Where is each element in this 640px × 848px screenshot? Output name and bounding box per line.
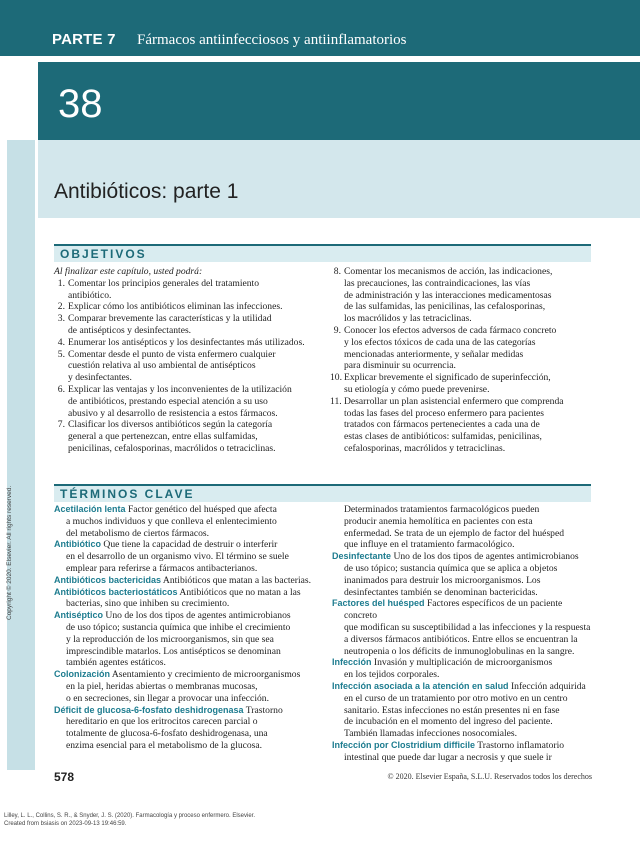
objective-item [54,384,324,419]
objective-item [54,337,324,349]
key-term-definition-line: del metabolismo de ciertos fármacos. [66,527,210,539]
key-term-definition-line: imprescindible matarlos. Los antisépticos se denominan [66,645,281,657]
objective-item [54,301,324,313]
key-term-definition-line: emplear para referirse a fármacos antibacterianos. [66,562,258,574]
key-term-name: Infección [332,657,372,668]
objective-number: 9. [333,324,341,336]
key-term-definition-line: intestinal que puede dar lugar a necrosis y que suele ir [344,751,552,763]
key-term-definition-line: a muchos individuos y que conlleva el enlentecimiento [66,515,277,527]
objectives-heading: OBJETIVOS [60,247,147,261]
objective-line: para disminuir su ocurrencia. [344,360,456,372]
key-term-name: Antiséptico [54,610,104,621]
objective-line: todas las fases del proceso enfermero para pacientes [344,407,545,419]
key-term-definition-start: Uno de los dos tipos de agentes antimicrobianos [393,551,579,563]
key-term-definition-start: Trastorno inflamatorio [477,739,565,751]
key-term-first-line [54,669,326,681]
objective-line: Conocer los efectos adversos de cada fármaco concreto [344,324,557,336]
chapter-title-bar [38,140,640,218]
objective-number: 2. [57,301,65,313]
key-term-entry [332,740,594,764]
chapter-title: Antibióticos: parte 1 [54,180,239,203]
objective-number: 11. [330,395,342,407]
key-term-definition-line: y la reproducción de los microorganismos, sin que sea [66,633,274,645]
side-copyright-text: Copyright © 2020. Elsevier. All rights reserved. [6,485,13,620]
objective-line: Comentar desde el punto de vista enfermero cualquier [68,348,276,360]
objective-line: Enumerar los antisépticos y los desinfectantes más utilizados. [68,336,305,348]
key-term-name: Colonización [54,669,110,680]
key-term-definition-line: sanitario. Estas infecciones no están presentes ni en fase [344,704,560,716]
key-term-entry [332,551,594,598]
objective-item [54,313,324,337]
objective-number: 8. [333,266,341,277]
objective-number: 4. [57,336,65,348]
objectives-list-left [54,278,324,455]
page-copyright: © 2020. Elsevier España, S.L.U. Reservados todos los derechos [387,772,592,781]
key-terms-right-column [332,504,594,764]
key-term-definition-line: inanimados para destruir los microorganismos. Los [344,574,541,586]
key-term-entry [332,598,594,657]
key-term-first-line [54,705,326,717]
objectives-heading-bar [54,244,591,262]
key-term-definition-start: Infección adquirida [510,680,586,692]
key-term-entry [54,575,326,587]
objective-line: tratados con fármacos pertenecientes a cada una de [344,419,540,431]
objective-line: de antibióticos, prestando especial atención a su uso [68,395,268,407]
objectives-left-column [54,266,324,455]
key-term-first-line [54,539,326,551]
objective-line: de administración y las interacciones medicamentosas [344,289,552,301]
key-term-first-line [332,740,594,752]
key-term-definition-line: en el desarrollo de un organismo vivo. El término se suele [66,551,289,563]
key-term-entry [54,504,326,539]
key-terms-heading: TÉRMINOS CLAVE [60,487,195,501]
key-term-definition-start: Uno de los dos tipos de agentes antimicrobianos [105,610,291,622]
key-term-name: Antibióticos bacteriostáticos [54,586,178,597]
objective-line: las precauciones, las contraindicaciones, las vías [344,277,531,289]
key-term-name: Desinfectante [332,551,392,562]
key-term-name: Infección por Clostridium difficile [332,739,476,750]
key-term-definition-line: de uso tópico; sustancia química que se aplica a objetos [344,562,558,574]
key-term-entry [332,681,594,740]
key-term-first-line [332,681,594,693]
key-term-first-line [54,610,326,622]
key-term-first-line [332,598,594,622]
objective-number: 6. [57,383,65,395]
key-term-definition-start: Que tiene la capacidad de destruir o interferir [103,539,278,551]
key-term-definition-start: Antibióticos que no matan a las [179,586,301,598]
key-term-entry [332,504,594,551]
objective-line: penicilinas, cefalosporinas, macrólidos o tetraciclinas. [68,442,276,454]
objective-item [54,419,324,454]
key-term-definition-line: de uso tópico; sustancia química que inhibe el crecimiento [66,621,291,633]
key-term-definition-line: que influye en el tratamiento farmacológico. [344,539,515,551]
key-term-name: Factores del huésped [332,598,425,609]
key-term-name: Antibióticos bactericidas [54,574,162,585]
objective-line: estas clases de antibióticos: sulfamidas, penicilinas, [344,431,542,443]
objective-line: los macrólidos y las tetraciclinas. [344,313,472,325]
objective-line: Comparar brevemente las características y la utilidad [68,313,272,325]
key-term-name: Infección asociada a la atención en salud [332,680,509,691]
citation-footer [4,812,255,828]
key-term-definition-line: en la piel, heridas abiertas o membranas mucosas, [66,680,258,692]
key-term-entry [54,587,326,611]
objective-line: Explicar brevemente el significado de superinfección, [344,372,551,384]
objectives-right-column [330,266,605,455]
objective-line: Comentar los mecanismos de acción, las indicaciones, [344,266,553,277]
key-term-definition-line: o en secreciones, sin llegar a provocar una infección. [66,692,269,704]
key-term-entry [332,657,594,681]
key-term-definition-line: enzima esencial para el metabolismo de la glucosa. [66,739,263,751]
key-term-entry [54,610,326,669]
key-term-name: Acetilación lenta [54,504,126,514]
key-term-entry [54,705,326,752]
objective-line: su etiología y cómo puede prevenirse. [344,383,490,395]
objective-line: abusivo y al desarrollo de resistencia a estos fármacos. [68,407,278,419]
key-term-definition-start: Trastorno [245,704,283,716]
citation-line: Lilley, L. L., Collins, S. R., & Snyder, J. S. (2020). Farmacología y proceso enfermero. Elsevier. [4,813,255,819]
key-term-entry [54,539,326,574]
objective-line: mencionadas anteriormente, y señalar medidas [344,348,524,360]
key-term-definition-line: hereditario en que los eritrocitos carecen parcial o [66,716,258,728]
objective-number: 10. [330,372,342,384]
page-number: 578 [54,770,75,784]
objective-line: antibiótico. [68,289,112,301]
part-label: PARTE 7 [52,31,116,48]
objective-number: 1. [57,277,65,289]
key-term-definition-line: producir anemia hemolítica en pacientes con esta [344,515,533,527]
key-term-definition-start: Asentamiento y crecimiento de microorganismos [111,669,301,681]
key-term-definition-line: en los tejidos corporales. [344,669,440,681]
objective-number: 3. [57,313,65,325]
objective-line: y desinfectantes. [68,372,132,384]
objective-line: Explicar cómo los antibióticos eliminan las infecciones. [68,301,283,313]
objective-number: 5. [57,348,65,360]
key-term-first-line [54,504,326,516]
key-term-definition-line: También llamadas infecciones nosocomiales. [344,728,518,740]
key-term-definition-line: bacterias, sino que inhiben su crecimiento. [66,598,230,610]
objective-line: Comentar los principios generales del tratamiento [68,277,260,289]
key-term-definition-line: neutropenia o los déficits de inmunoglobulinas en la sangre. [344,645,575,657]
key-terms-left-column [54,504,326,752]
objective-item [54,349,324,384]
chapter-number: 38 [58,82,103,126]
side-copyright [0,485,14,820]
chapter-number-bar [38,62,640,140]
part-title: Fármacos antiinfecciosos y antiinflamatorios [137,32,407,48]
key-term-name: Déficit de glucosa-6-fosfato deshidrogenasa [54,704,244,715]
objective-line: de antisépticos y desinfectantes. [68,324,192,336]
key-term-entry [54,669,326,704]
key-term-definition-line: totalmente de glucosa-6-fosfato deshidrogenasa, una [66,728,268,740]
objective-line: general a que pertenezcan, entre ellas sulfamidas, [68,431,258,443]
objective-item [330,396,605,455]
objective-item [330,266,605,325]
key-term-definition-line: que modifican su susceptibilidad a las infecciones y la respuesta [344,621,591,633]
objective-line: Clasificar los diversos antibióticos según la categoría [68,419,273,431]
key-term-first-line [332,657,594,669]
objective-line: Explicar las ventajas y los inconvenientes de la utilización [68,383,292,395]
objective-number: 7. [57,419,65,431]
objective-line: y los efectos tóxicos de cada una de las categorías [344,336,536,348]
key-term-definition-start: Factores específicos de un paciente concreto [344,598,563,622]
objective-item [54,278,324,302]
key-term-definition-start: Antibióticos que matan a las bacterias. [162,574,312,586]
objectives-list-right [330,266,605,455]
key-term-name: Antibiótico [54,539,101,550]
key-term-definition-line: también agentes estáticos. [66,657,166,669]
key-term-definition-start: Invasión y multiplicación de microorganismos [373,657,553,669]
key-term-definition-line: en el curso de un tratamiento por otro motivo en un centro [344,692,568,704]
key-term-definition-line: enfermedad. Se trata de un ejemplo de factor del huésped [344,527,565,539]
objectives-intro: Al finalizar este capítulo, usted podrá: [54,266,203,277]
key-term-first-line [332,551,594,563]
objective-line: de las sulfamidas, las penicilinas, las cefalosporinas, [344,301,546,313]
key-term-definition-line: de incubación en el momento del ingreso del paciente. [344,716,553,728]
objective-item [330,325,605,372]
objective-line: cuestión relativa al uso ambiental de antisépticos [68,360,256,372]
key-terms-heading-bar [54,484,591,502]
objective-line: cefalosporinas, macrólidos y tetraciclinas. [344,442,506,454]
objective-item [330,372,605,396]
key-term-definition-line: Determinados tratamientos farmacológicos pueden [344,504,540,515]
created-line: Created from bsiasis on 2023-09-13 19:46:59. [4,821,127,827]
key-term-first-line [54,587,326,599]
objective-line: Desarrollar un plan asistencial enfermero que comprenda [344,395,564,407]
key-term-first-line [54,575,326,587]
key-term-definition-line: a diversos fármacos antibióticos. Entre ellos se encuentran la [344,633,578,645]
key-term-definition-line: desinfectantes también se denominan bactericidas. [344,586,538,598]
key-term-definition-start: Factor genético del huésped que afecta [127,504,277,515]
